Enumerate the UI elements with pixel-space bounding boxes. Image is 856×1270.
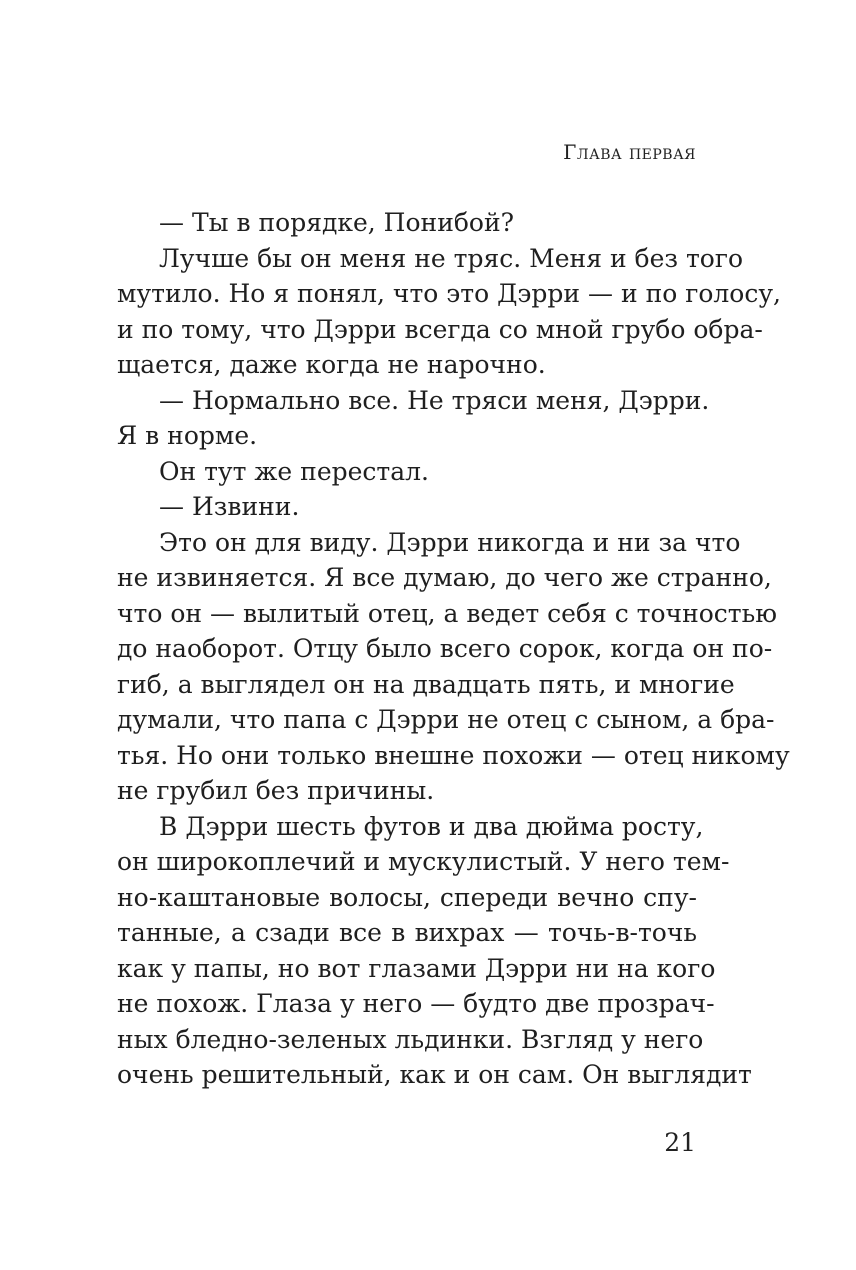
text-line: Он тут же перестал. [159,456,429,486]
text-line: гиб, а выглядел он на двадцать пять, и многие [117,669,735,699]
text-line: — Нормально все. Не тряси меня, Дэрри. [159,385,710,415]
text-line: не извиняется. Я все думаю, до чего же странно, [117,563,772,592]
text-line: ных бледно-зеленых льдинки. Взгляд у него [117,1024,704,1054]
text-line: В Дэрри шесть футов и два дюйма росту, [159,811,704,841]
text-line: и по тому, что Дэрри всегда со мной грубо обра- [117,314,763,344]
text-line: думали, что папа с Дэрри не отец с сыном, а бра- [117,705,775,734]
text-line: мутило. Но я понял, что это Дэрри — и по голосу, [117,279,782,308]
text-line: щается, даже когда не нарочно. [117,350,546,379]
text-line: тья. Но они только внешне похожи — отец никому [117,740,790,770]
text-line: но-каштановые волосы, спереди вечно спу- [117,882,697,912]
text-line: танные, а сзади все в вихрах — точь-в-точь [117,918,697,947]
text-line: он широкоплечий и мускулистый. У него тем- [117,847,730,876]
text-line: как у папы, но вот глазами Дэрри ни на кого [117,953,716,983]
text-line: до наоборот. Отцу было всего сорок, когда он по- [117,634,773,663]
running-head: Глава первая [563,140,696,164]
text-line: — Ты в порядке, Понибой? [159,208,515,237]
text-line: очень решительный, как и он сам. Он выглядит [117,1060,752,1089]
text-line: Это он для виду. Дэрри никогда и ни за что [159,527,741,557]
text-line: — Извини. [159,492,300,521]
text-line: Лучше бы он меня не тряс. Меня и без того [159,243,744,273]
body-text [117,205,790,1093]
text-line: не грубил без причины. [117,776,435,805]
text-line: не похож. Глаза у него — будто две прозрач- [117,989,715,1018]
page-number: 21 [664,1128,696,1157]
text-line: Я в норме. [117,421,258,450]
text-line: что он — вылитый отец, а ведет себя с точностью [117,598,777,628]
